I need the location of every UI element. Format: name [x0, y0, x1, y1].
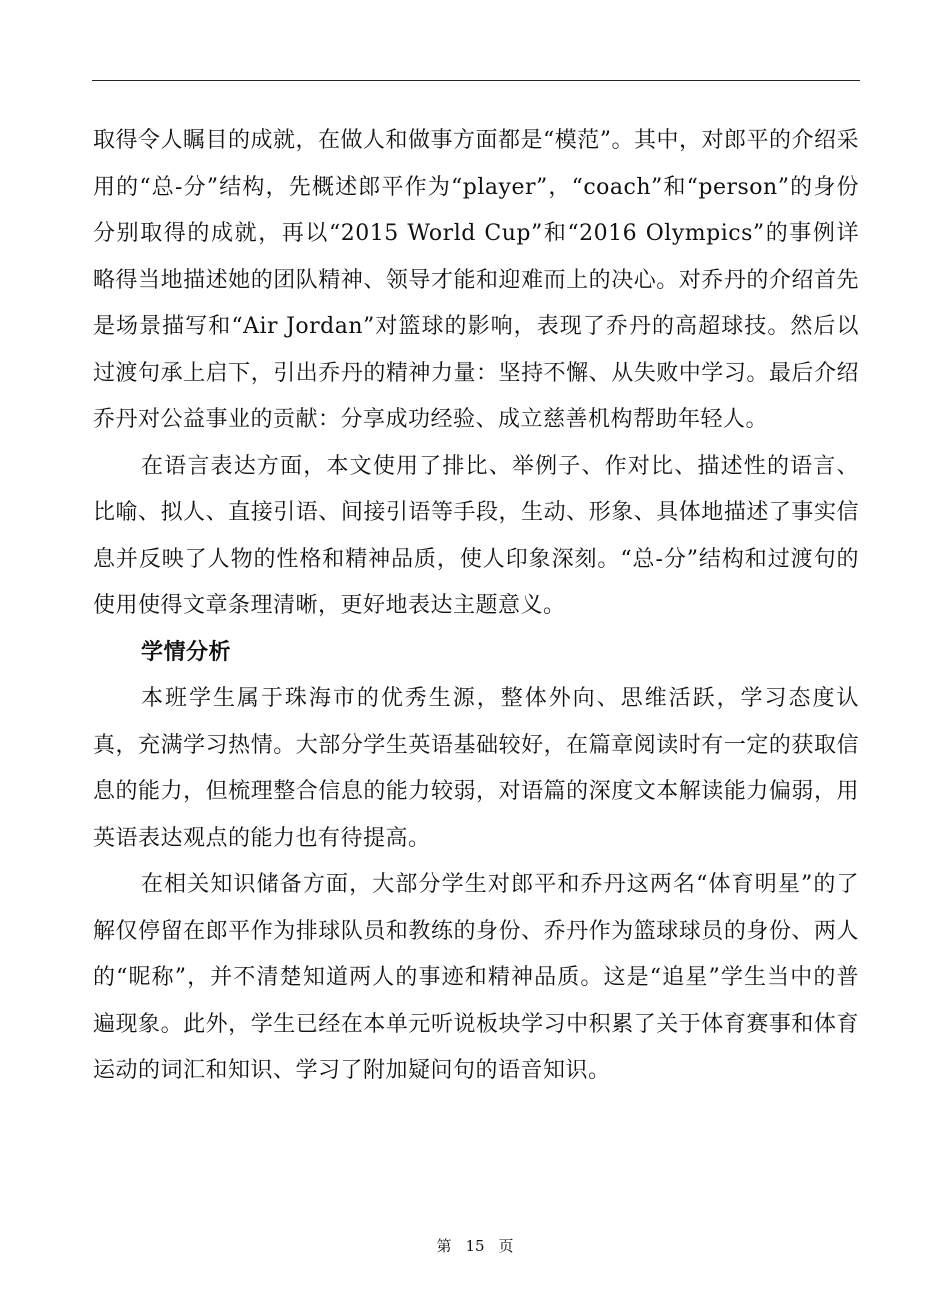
section-heading: 学情分析: [141, 639, 232, 665]
page-label-prefix: 第: [436, 1237, 452, 1255]
document-body: [93, 118, 859, 1095]
header-rule: [92, 80, 860, 81]
page-number: 15: [465, 1237, 485, 1255]
body-paragraph-4: 在相关知识储备方面，大部分学生对郎平和乔丹这两名“体育明星”的了解仅停留在郎平作为排球队员和教练的身份、乔丹作为篮球球员的身份、两人的“昵称”，并不清楚知道两人的事迹和精神品质。这是“追星”学生当中的普遍现象。此外，学生已经在本单元听说板块学习中积累了关于体育赛事和体育运动的词汇和知识、学习了附加疑问句的语音知识。: [93, 872, 859, 1083]
page-label-suffix: 页: [498, 1237, 514, 1255]
body-paragraph-3: 本班学生属于珠海市的优秀生源，整体外向、思维活跃，学习态度认真，充满学习热情。大部分学生英语基础较好，在篇章阅读时有一定的获取信息的能力，但梳理整合信息的能力较弱，对语篇的深度文本解读能力偏弱，用英语表达观点的能力也有待提高。: [93, 686, 859, 851]
body-paragraph-1: 取得令人瞩目的成就，在做人和做事方面都是“模范”。其中，对郎平的介绍采用的“总-分”结构，先概述郎平作为“player”，“coach”和“person”的身份分别取得的成就，再以“2015 World Cup”和“2016 Olympics”的事例详略得当地描述她的团队精神、领导才能和迎难而上的决心。对乔丹的介绍首先是场景描写和“Air Jordan”对篮球的影响，表现了乔丹的高超球技。然后以过渡句承上启下，引出乔丹的精神力量：坚持不懈、从失败中学习。最后介绍乔丹对公益事业的贡献：分享成功经验、成立慈善机构帮助年轻人。: [93, 128, 859, 432]
page-footer: [0, 1236, 950, 1256]
body-paragraph-2: 在语言表达方面，本文使用了排比、举例子、作对比、描述性的语言、比喻、拟人、直接引语、间接引语等手段，生动、形象、具体地描述了事实信息并反映了人物的性格和精神品质，使人印象深刻。“总-分”结构和过渡句的使用使得文章条理清晰，更好地表达主题意义。: [93, 453, 859, 618]
